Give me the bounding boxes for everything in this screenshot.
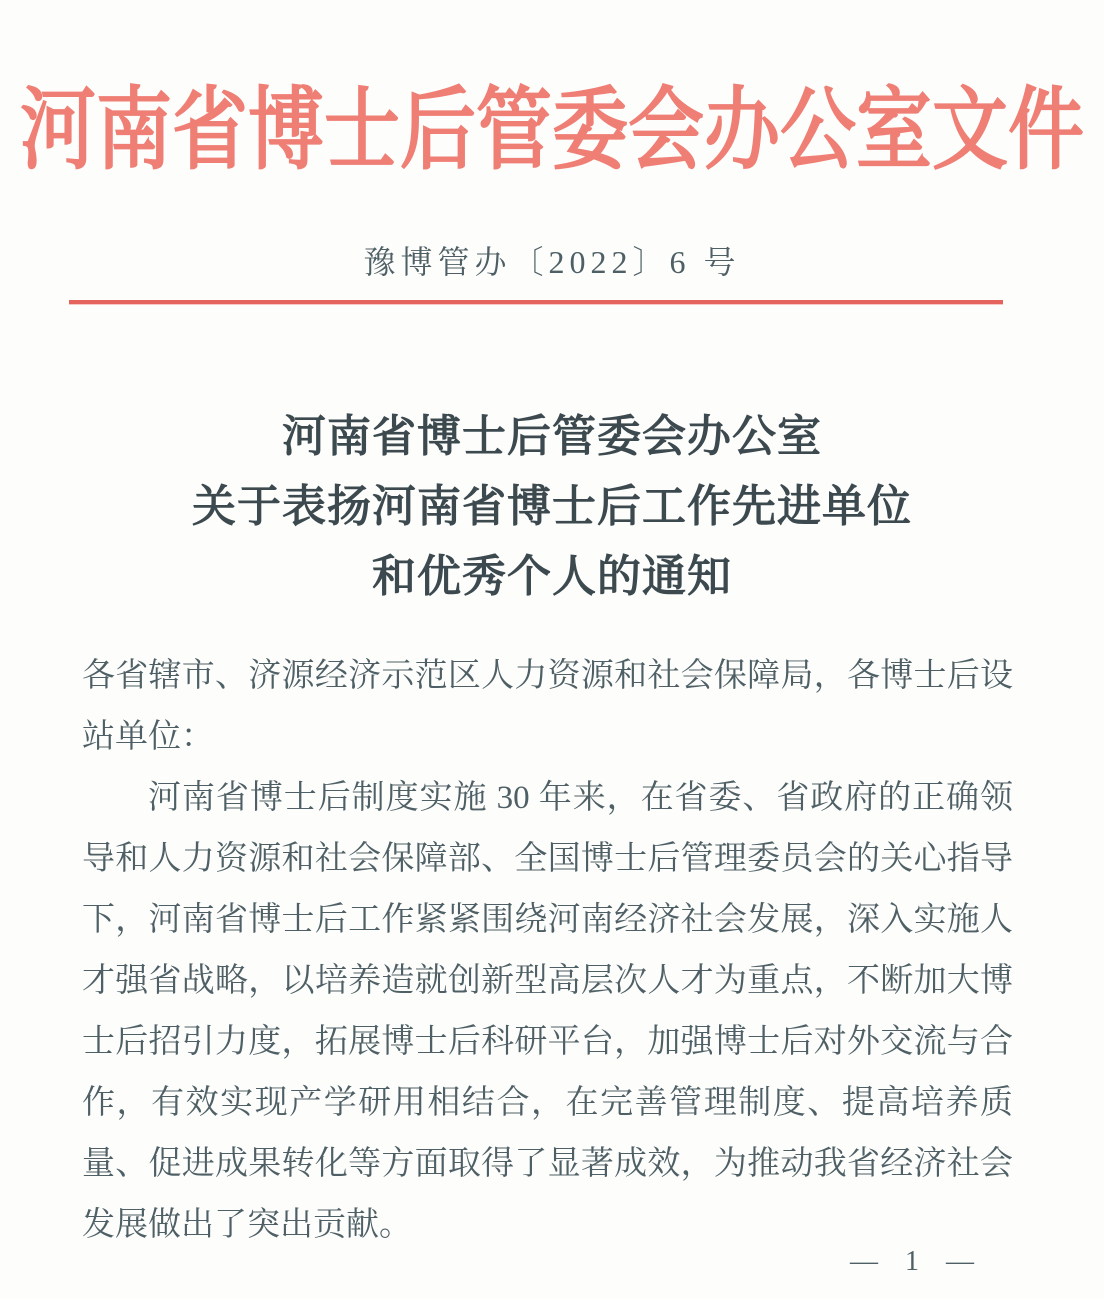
red-divider-line <box>69 300 1003 304</box>
document-body <box>82 646 1013 1256</box>
salutation-line: 站单位： <box>82 719 214 755</box>
body-paragraph-line: 导和人力资源和社会保障部、全国博士后管理委员会的关心指导 <box>82 841 1013 877</box>
body-paragraph-line: 士后招引力度，拓展博士后科研平台，加强博士后对外交流与合 <box>82 1024 1013 1060</box>
document-title <box>0 402 1104 612</box>
body-paragraph-line: 才强省战略，以培养造就创新型高层次人才为重点，不断加大博 <box>82 963 1013 999</box>
red-letterhead-title: 河南省博士后管委会办公室文件 <box>20 81 1084 181</box>
document-title-line-2: 关于表扬河南省博士后工作先进单位 <box>192 482 912 531</box>
document-title-line-1: 河南省博士后管委会办公室 <box>282 412 822 461</box>
salutation-line: 各省辖市、济源经济示范区人力资源和社会保障局，各博士后设 <box>82 658 1013 694</box>
body-paragraph-line: 作，有效实现产学研用相结合，在完善管理制度、提高培养质 <box>82 1085 1013 1121</box>
body-paragraph-line: 河南省博士后制度实施 30 年来，在省委、省政府的正确领 <box>148 780 1013 816</box>
body-paragraph-line: 量、促进成果转化等方面取得了显著成效，为推动我省经济社会 <box>82 1146 1013 1182</box>
page-number: — 1 — <box>850 1246 978 1277</box>
document-title-line-3: 和优秀个人的通知 <box>372 552 732 601</box>
body-paragraph-line: 发展做出了突出贡献。 <box>82 1207 412 1243</box>
body-paragraph-line: 下，河南省博士后工作紧紧围绕河南经济社会发展，深入实施人 <box>82 902 1013 938</box>
document-number: 豫博管办〔2022〕6 号 <box>363 244 741 280</box>
